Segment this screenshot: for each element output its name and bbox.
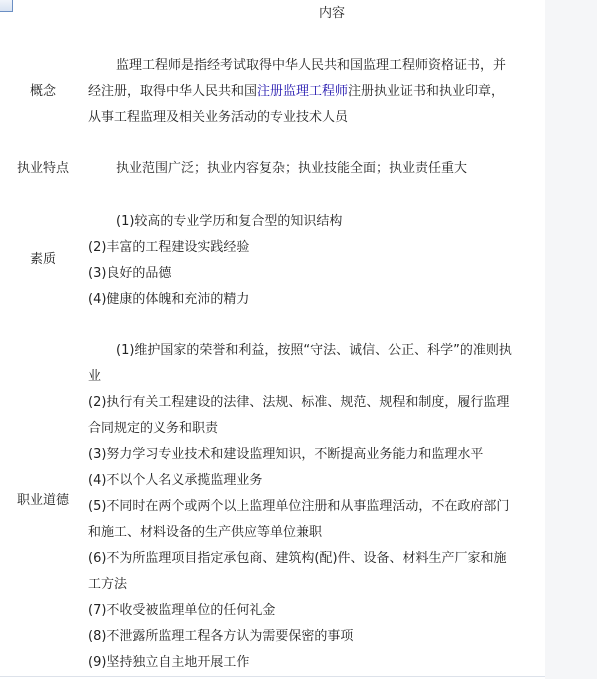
- registered-engineer-link[interactable]: 注册监理工程师: [257, 84, 349, 99]
- ethics-line: (9)坚持独立自主地开展工作: [88, 655, 250, 670]
- ethics-line: (2)执行有关工程建设的法律、法规、标准、规范、规程和制度，履行监理: [88, 395, 510, 410]
- ethics-line: (5)不同时在两个或两个以上监理单位注册和从事监理活动，不在政府部门: [88, 499, 510, 514]
- table-corner-icon: [0, 0, 13, 12]
- concept-line-2: [88, 79, 542, 105]
- ethics-line: (6)不为所监理项目指定承包商、建筑构(配)件、设备、材料生产厂家和施: [88, 551, 507, 566]
- row-label-ethics: 职业道德: [16, 493, 69, 508]
- row-content-quality: [88, 209, 542, 313]
- row-label-features: 执业特点: [16, 161, 69, 176]
- concept-line-3: 从事工程监理及相关业务活动的专业技术人员: [88, 110, 349, 125]
- row-label-quality: 素质: [29, 252, 56, 267]
- ethics-line: 工方法: [88, 577, 128, 592]
- ethics-line: 业: [88, 369, 102, 384]
- concept-line-1: 监理工程师是指经考试取得中华人民共和国监理工程师资格证书，并: [116, 58, 507, 73]
- ethics-line: (7)不收受被监理单位的任何礼金: [88, 603, 276, 618]
- ethics-line: (1)维护国家的荣誉和利益，按照“守法、诚信、公正、科学”的准则执: [116, 343, 512, 358]
- column-header-content: 内容: [318, 6, 345, 21]
- ethics-line: (3)努力学习专业技术和建设监理知识，不断提高业务能力和监理水平: [88, 447, 484, 462]
- right-margin-strip: [545, 0, 597, 679]
- concept-text-part: 经注册，取得中华人民共和国: [88, 84, 258, 99]
- ethics-line: 和施工、材料设备的生产供应等单位兼职: [88, 525, 323, 540]
- quality-item: (3)良好的品德: [88, 266, 172, 281]
- concept-text-part: 注册执业证书和执业印章，: [348, 84, 505, 99]
- row-content-features: [88, 156, 542, 182]
- features-text: 执业范围广泛；执业内容复杂；执业技能全面；执业责任重大: [116, 161, 468, 176]
- quality-item: (4)健康的体魄和充沛的精力: [88, 292, 250, 307]
- quality-item: (1)较高的专业学历和复合型的知识结构: [116, 214, 343, 229]
- ethics-line: (4)不以个人名义承揽监理业务: [88, 473, 263, 488]
- row-content-concept: [88, 53, 542, 131]
- row-label-concept: 概念: [29, 84, 56, 99]
- row-content-ethics: [88, 338, 542, 676]
- ethics-line: 合同规定的义务和职责: [88, 421, 219, 436]
- ethics-line: (8)不泄露所监理工程各方认为需要保密的事项: [88, 629, 354, 644]
- quality-item: (2)丰富的工程建设实践经验: [88, 240, 250, 255]
- table-bottom-border: [0, 676, 545, 677]
